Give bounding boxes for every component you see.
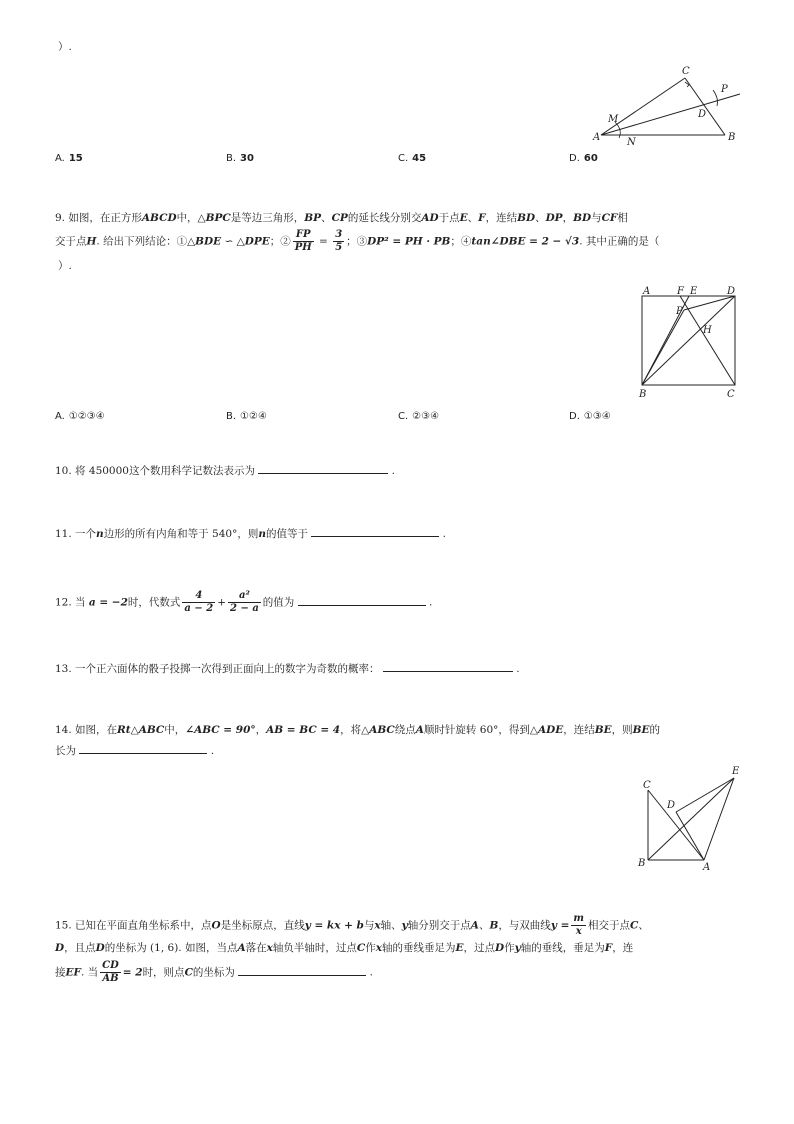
q9-label-d: D bbox=[727, 286, 736, 297]
q10: 10. 将 450000这个数用科学记数法表示为 . bbox=[55, 465, 395, 477]
q9-choice-a-letter: A. bbox=[55, 411, 65, 422]
q14-line-da bbox=[676, 812, 704, 860]
q8-label-b: B bbox=[728, 132, 736, 143]
q15-answer-blank[interactable] bbox=[238, 965, 366, 976]
q8-figure bbox=[585, 60, 750, 150]
q8-label-d: D bbox=[698, 109, 707, 120]
q12-answer-blank[interactable] bbox=[298, 595, 426, 606]
q9-label-a: A bbox=[643, 286, 651, 297]
q9-line2: 交于点H. 给出下列结论：①△BDE ∽ △DPE；② $\frac{FP}{PH}$ = $\frac{3}{5}$ ；③DP² = PH · PB；④tan∠DBE = 2 − √3. 其中正确的是（ bbox=[55, 229, 660, 253]
q8-line-ac bbox=[601, 78, 685, 135]
q9-label-c: C bbox=[727, 389, 735, 400]
q12-fraction-1: $\frac{4}{a - 2}$ bbox=[184, 590, 214, 614]
q9-line1: 9. 如图，在正方形ABCD中，△BPC是等边三角形，BP、CP的延长线分别交AD于点E、F，连结BD、DP，BD与CF相 bbox=[55, 212, 628, 224]
q15-fraction-cd-ab: $\frac{CD}{AB}$ bbox=[102, 960, 119, 984]
q8-label-m: M bbox=[608, 114, 619, 125]
q14-label-e: E bbox=[732, 766, 740, 777]
q9-choice-a-value: ①②③④ bbox=[68, 411, 105, 422]
q9-figure bbox=[632, 283, 747, 403]
q8-label-p: P bbox=[721, 84, 728, 95]
q14-line1: 14. 如图，在Rt△ABC中，∠ABC = 90°，AB = BC = 4，将△ABC绕点A顺时针旋转 60°，得到△ADE，连结BE，则BE的 bbox=[55, 724, 660, 736]
q9-choice-c[interactable] bbox=[398, 411, 439, 422]
q14-line-be bbox=[648, 778, 734, 860]
q14-line-de bbox=[676, 778, 734, 812]
q8-tail: ）. bbox=[58, 41, 72, 53]
q8-choice-d-value: 60 bbox=[583, 153, 598, 164]
q8-choice-a[interactable] bbox=[55, 153, 83, 164]
q8-label-n: N bbox=[627, 137, 636, 148]
q8-line-ad-ext bbox=[601, 94, 740, 135]
q15-line2: D，且点D的坐标为 (1, 6). 如图，当点A落在x轴负半轴时，过点C作x轴的垂线垂足为E，过点D作y轴的垂线，垂足为F，连 bbox=[55, 942, 634, 954]
q8-choice-b-value: 30 bbox=[240, 153, 254, 164]
q10-answer-blank[interactable] bbox=[258, 463, 388, 474]
q9-choice-a[interactable] bbox=[55, 411, 105, 422]
q13-answer-blank[interactable] bbox=[383, 661, 513, 672]
q8-choice-b[interactable] bbox=[226, 153, 254, 164]
q9-choice-c-value: ②③④ bbox=[412, 411, 440, 422]
q14-line2: 长为 . bbox=[55, 745, 215, 757]
q11-answer-blank[interactable] bbox=[311, 526, 439, 537]
q14-figure bbox=[632, 760, 747, 872]
q14-label-b: B bbox=[638, 858, 646, 869]
q8-choice-b-letter: B. bbox=[226, 153, 237, 164]
q8-label-a: A bbox=[593, 132, 601, 143]
q8-choice-c-letter: C. bbox=[398, 153, 409, 164]
q15-line1: 15. 已知在平面直角坐标系中，点O是坐标原点，直线y = kx + b与x轴、y轴分别交于点A、B，与双曲线y = $\frac{m}{x}$ 相交于点C、 bbox=[55, 913, 649, 937]
q8-arc-p bbox=[713, 90, 718, 106]
q8-choice-d[interactable] bbox=[569, 153, 598, 164]
q9-label-b: B bbox=[639, 389, 647, 400]
q8-choice-c[interactable] bbox=[398, 153, 426, 164]
q9-choice-d-value: ①③④ bbox=[583, 411, 611, 422]
q15-fraction-m-x: $\frac{m}{x}$ bbox=[573, 913, 584, 937]
q9-label-e: E bbox=[690, 286, 698, 297]
q11: 11. 一个n边形的所有内角和等于 540°，则n的值等于 . bbox=[55, 528, 446, 540]
q9-choice-b-value: ①②④ bbox=[240, 411, 267, 422]
q9-fraction-3-5: $\frac{3}{5}$ bbox=[335, 229, 343, 253]
q9-choice-c-letter: C. bbox=[398, 411, 409, 422]
q9-choice-b[interactable] bbox=[226, 411, 267, 422]
q8-choice-a-value: 15 bbox=[68, 153, 83, 164]
q9-label-h: H bbox=[703, 325, 712, 336]
q12: 12. 当 a = −2时，代数式 $\frac{4}{a - 2}$ + $\frac{\text{a²}}{2 - a}$ 的值为 . bbox=[55, 590, 433, 614]
q14-label-a: A bbox=[703, 862, 711, 872]
q14-answer-blank[interactable] bbox=[79, 743, 207, 754]
q14-line-ae bbox=[704, 778, 734, 860]
q13: 13. 一个正六面体的骰子投掷一次得到正面向上的数字为奇数的概率： . bbox=[55, 663, 520, 675]
q9-fraction-fp-ph: $\frac{FP}{PH}$ bbox=[294, 229, 312, 253]
q14-label-d: D bbox=[667, 800, 676, 811]
q9-line-bp bbox=[642, 310, 684, 385]
q15-line3: 接EF. 当 $\frac{CD}{AB}$ = 2时，则点C的坐标为 . bbox=[55, 960, 373, 984]
q12-fraction-2: $\frac{\text{a²}}{2 - a}$ bbox=[230, 590, 259, 614]
q9-line3: ）. bbox=[58, 260, 72, 272]
q9-label-p: P bbox=[676, 306, 683, 317]
q9-choice-d[interactable] bbox=[569, 411, 611, 422]
q9-choice-d-letter: D. bbox=[569, 411, 580, 422]
q8-choice-c-value: 45 bbox=[412, 153, 427, 164]
q8-choice-a-letter: A. bbox=[55, 153, 65, 164]
q14-label-c: C bbox=[643, 780, 651, 791]
q8-label-c: C bbox=[682, 66, 690, 77]
q8-choice-d-letter: D. bbox=[569, 153, 580, 164]
q9-choice-b-letter: B. bbox=[226, 411, 237, 422]
q8-line-cb bbox=[685, 78, 725, 135]
q9-label-f: F bbox=[677, 286, 684, 297]
